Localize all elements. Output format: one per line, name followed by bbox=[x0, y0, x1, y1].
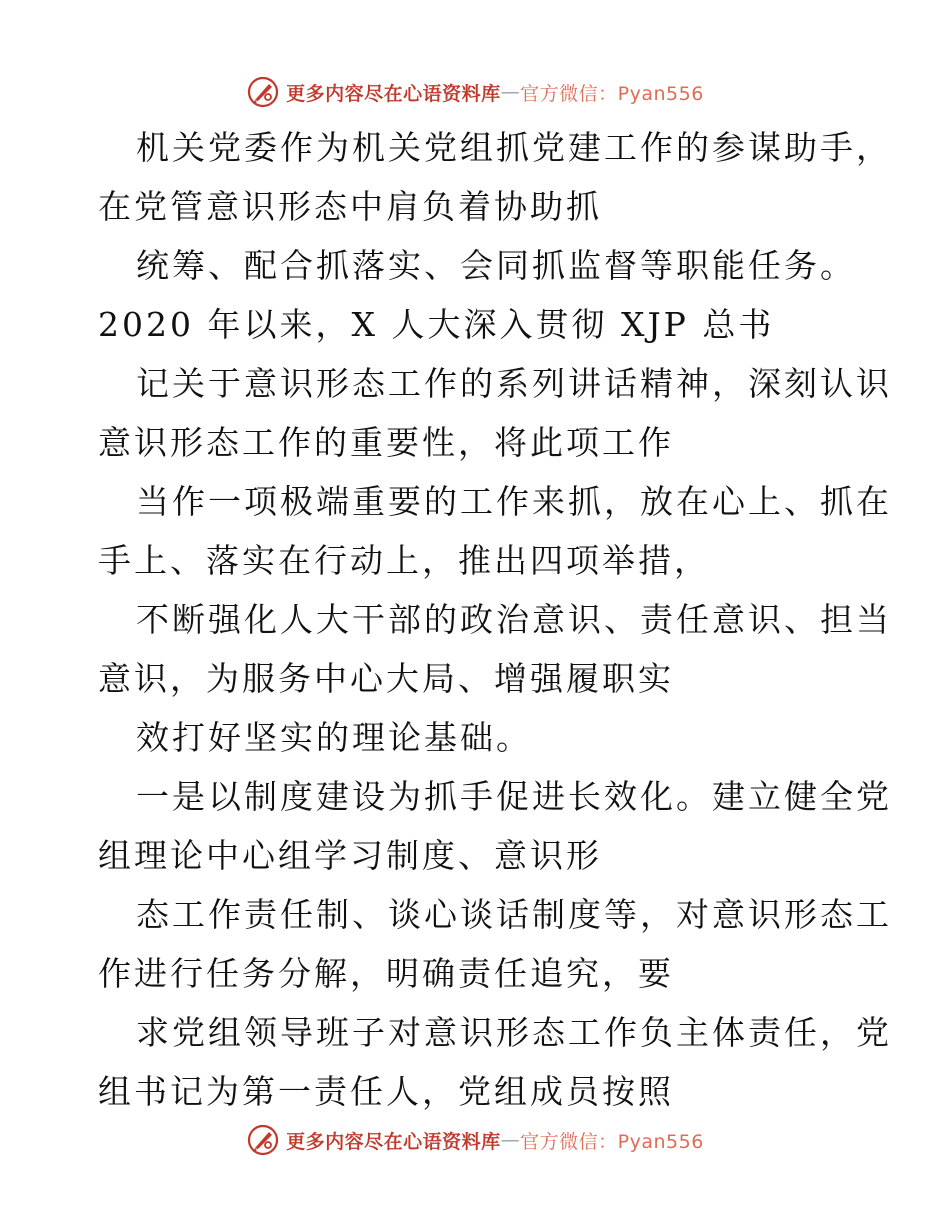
paragraph bbox=[98, 354, 892, 472]
paragraph-line: 态工作责任制、谈心谈话制度等，对意识形态工 bbox=[136, 895, 892, 934]
header-wechat-text: 官方微信：Pyan556 bbox=[520, 82, 704, 105]
paragraph-line: 当作一项极端重要的工作来抓，放在心上、抓在 bbox=[136, 482, 892, 521]
quill-logo-icon bbox=[246, 75, 280, 109]
paragraph-line: 求党组领导班子对意识形态工作负主体责任，党 bbox=[136, 1013, 892, 1052]
paragraph bbox=[98, 118, 892, 236]
footer-separator: — bbox=[500, 1129, 521, 1151]
paragraph-line: 效打好坚实的理论基础。 bbox=[136, 718, 532, 757]
header-banner bbox=[0, 72, 950, 112]
paragraph-line: 作进行任务分解，明确责任追究，要 bbox=[98, 954, 674, 993]
paragraph-line: 在党管意识形态中肩负着协助抓 bbox=[98, 187, 602, 226]
footer-site-text: 更多内容尽在心语资料库 bbox=[286, 1130, 501, 1153]
paragraph-line: 组理论中心组学习制度、意识形 bbox=[98, 836, 602, 875]
paragraph-line: 记关于意识形态工作的系列讲话精神，深刻认识 bbox=[136, 364, 892, 403]
quill-logo-icon bbox=[246, 1123, 280, 1157]
paragraph bbox=[98, 708, 858, 767]
header-separator: — bbox=[500, 81, 521, 103]
paragraph bbox=[98, 472, 892, 590]
header-site-text: 更多内容尽在心语资料库 bbox=[286, 82, 501, 105]
paragraph bbox=[98, 236, 858, 354]
paragraph-line: 统筹、配合抓落实、会同抓监督等职能任务。 bbox=[136, 246, 856, 285]
paragraph bbox=[98, 767, 892, 885]
paragraph-line: 意识，为服务中心大局、增强履职实 bbox=[98, 659, 674, 698]
paragraph bbox=[98, 885, 892, 1003]
paragraph-line: 组书记为第一责任人，党组成员按照 bbox=[98, 1072, 674, 1111]
paragraph-line: 手上、落实在行动上，推出四项举措， bbox=[98, 541, 710, 580]
paragraph-line: 2020 年以来，X 人大深入贯彻 XJP 总书 bbox=[98, 305, 775, 344]
paragraph bbox=[98, 1003, 892, 1121]
paragraph-line: 不断强化人大干部的政治意识、责任意识、担当 bbox=[136, 600, 892, 639]
paragraph-line: 一是以制度建设为抓手促进长效化。建立健全党 bbox=[136, 777, 892, 816]
paragraph-line: 意识形态工作的重要性，将此项工作 bbox=[98, 423, 674, 462]
document-body bbox=[98, 118, 892, 1121]
footer-banner bbox=[0, 1120, 950, 1160]
paragraph-line: 机关党委作为机关党组抓党建工作的参谋助手， bbox=[136, 128, 892, 167]
paragraph bbox=[98, 590, 892, 708]
footer-wechat-text: 官方微信：Pyan556 bbox=[520, 1130, 704, 1153]
